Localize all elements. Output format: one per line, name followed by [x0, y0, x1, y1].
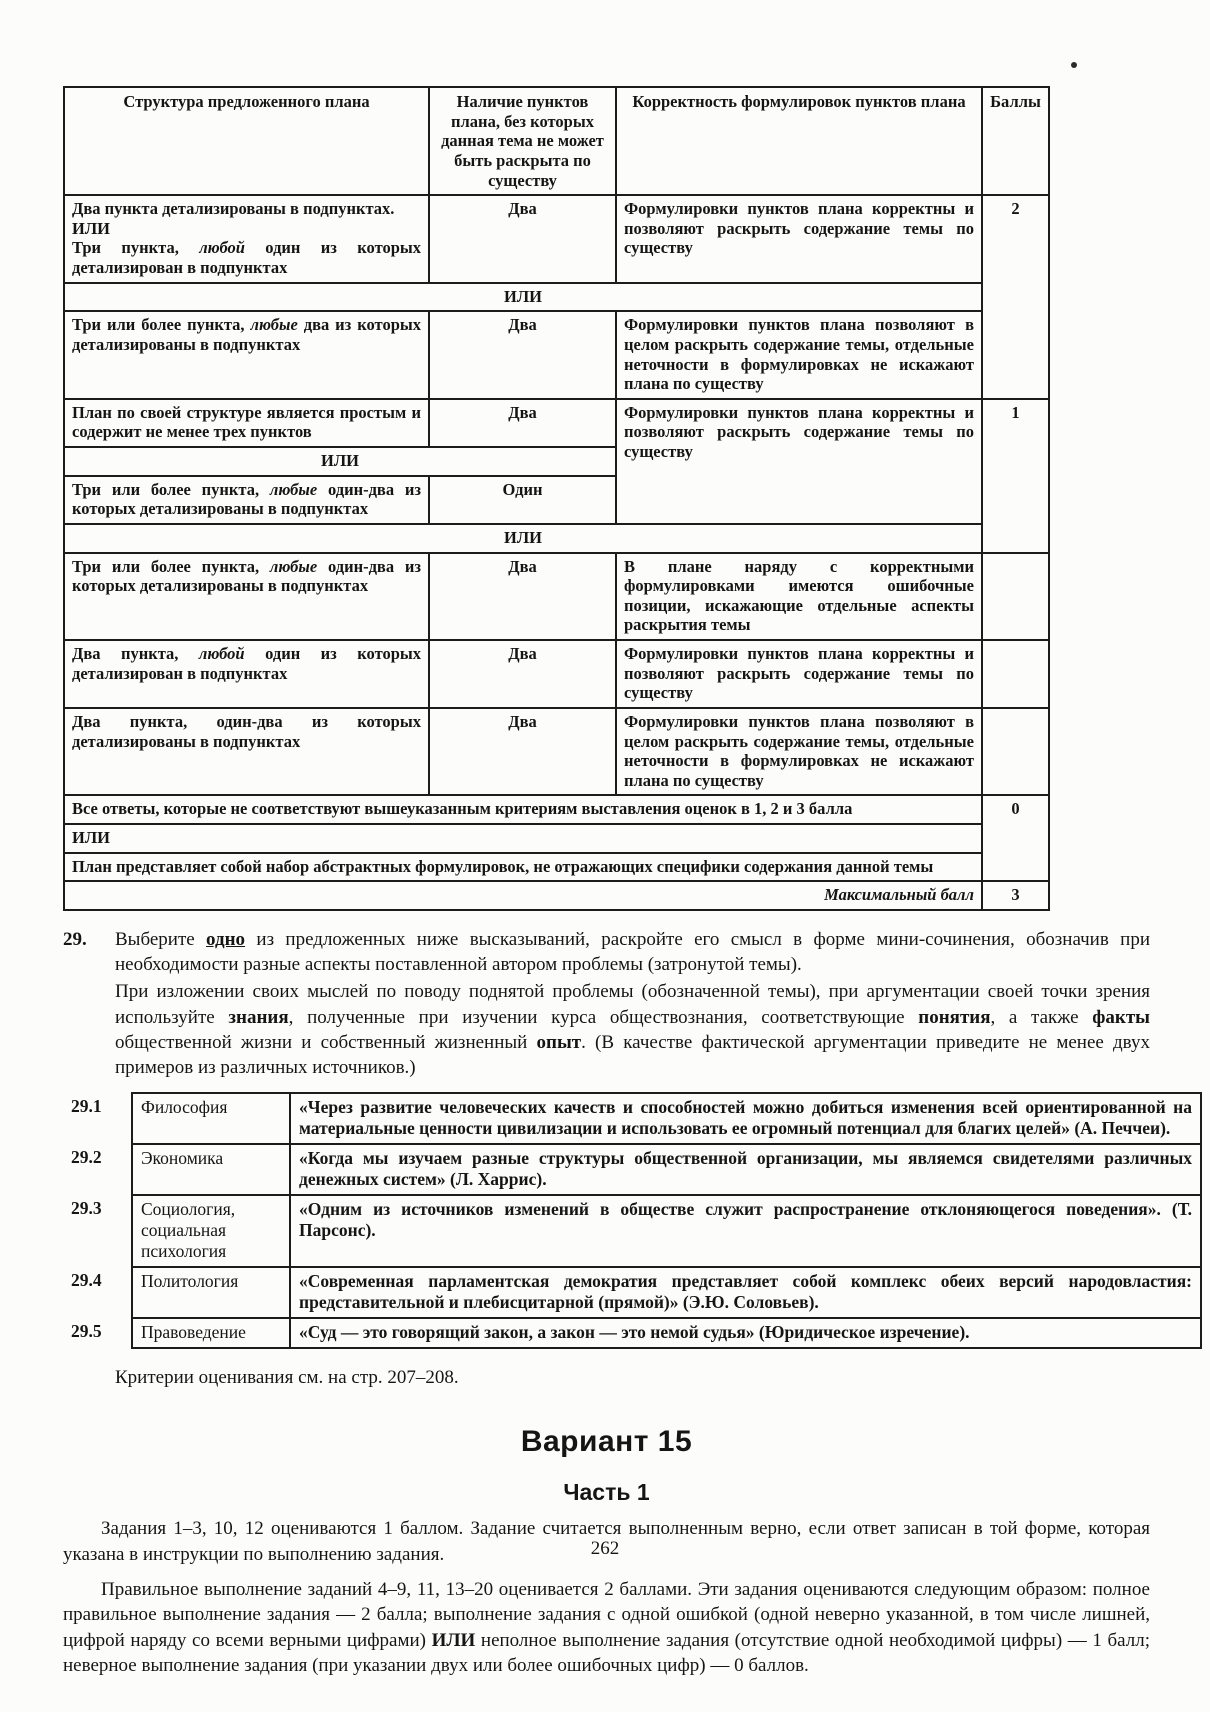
- col-header-structure: Структура предложенного плана: [64, 87, 429, 195]
- cell-score: 2: [982, 195, 1049, 399]
- cell-correctness: Формулировки пунктов плана корректны и позволяют раскрыть содержание темы по существу: [616, 195, 982, 283]
- cell-structure: [64, 640, 429, 708]
- criteria-row-2pts-a: [64, 195, 1049, 283]
- cell-structure-wide: Все ответы, которые не соответствуют вышеуказанным критериям выставления оценок в 1, 2 и 3 балла: [64, 795, 982, 824]
- criteria-or-row: [64, 824, 1049, 853]
- topic-quote: «Современная парламентская демократия представляет собой комплекс обеих версий народовластия: представительной и плебисцитарной (прямой)» (Э.Ю. Соловьев).: [290, 1267, 1201, 1318]
- instructions-paragraph-1: Задания 1–3, 10, 12 оцениваются 1 баллом. Задание считается выполненным верно, если ответ записан в той форме, которая указана в инструкции по выполнению задания.: [63, 1518, 1150, 1565]
- text-segment: два из которых детализированы в подпунктах: [72, 315, 422, 354]
- or-label: ИЛИ: [64, 447, 616, 476]
- cell-correctness: Формулировки пунктов плана позволяют в целом раскрыть содержание темы, отдельные неточности в формулировках не искажают плана по существу: [616, 708, 982, 796]
- topic-subject: Экономика: [132, 1144, 290, 1195]
- text-segment: При изложении своих мыслей по поводу поднятой проблемы (обозначенной темы), при аргументации своей точки зрения используйте: [115, 981, 1150, 1028]
- criteria-row-1pt-e: [64, 708, 1049, 796]
- topic-subject: Философия: [132, 1093, 290, 1144]
- cell-structure: [64, 311, 429, 399]
- cell-score-empty: [982, 708, 1049, 796]
- col-header-presence: Наличие пунктов плана, без которых данная тема не может быть раскрыта по существу: [429, 87, 616, 195]
- topic-subject: Правоведение: [132, 1318, 290, 1348]
- text-segment: общественной жизни и собственный жизненный: [115, 1031, 528, 1053]
- text-segment: . (В качестве фактической аргументации приведите не менее двух примеров из различных источников.): [115, 1031, 1151, 1079]
- cell-structure: План по своей структуре является простым и содержит не менее трех пунктов: [64, 399, 429, 447]
- criteria-row-1pt-d: [64, 640, 1049, 708]
- task-number: 29.: [63, 928, 87, 950]
- topic-row: [63, 1318, 1201, 1348]
- plan-criteria-table: [63, 86, 1050, 911]
- cell-score: 1: [982, 399, 1049, 553]
- topic-row: [63, 1144, 1201, 1195]
- text-segment-bold: ИЛИ: [431, 1629, 476, 1651]
- scan-artifact-dot: [1071, 62, 1077, 68]
- text-segment-italic: любые: [269, 556, 318, 576]
- criteria-max-row: [64, 881, 1049, 910]
- text-segment-bold: знания: [228, 1006, 289, 1028]
- text-segment: Три или более пункта,: [72, 315, 245, 335]
- text-segment: Три пункта,: [72, 238, 179, 258]
- text-segment-emphasis: одно: [206, 928, 246, 950]
- criteria-row-0pts-a: [64, 795, 1049, 824]
- or-label: ИЛИ: [64, 524, 982, 553]
- col-header-correctness: Корректность формулировок пунктов плана: [616, 87, 982, 195]
- page-content: [63, 86, 1192, 1678]
- text-segment: Три или более пункта,: [72, 479, 260, 499]
- topic-quote: «Через развитие человеческих качеств и способностей можно добиться изменения всей ориентированной на материальные ценности цивилизации и использовать ее огромный потенциал для благих целей» (А. Печчеи).: [290, 1093, 1201, 1144]
- cell-score-empty: [982, 553, 1049, 641]
- text-segment: один из которых детализирован в подпунктах: [72, 644, 422, 683]
- text-segment: один-два из которых детализированы в подпунктах: [72, 556, 422, 596]
- topic-row: [63, 1267, 1201, 1318]
- page-number: 262: [590, 1538, 620, 1559]
- text-segment: Два пункта детализированы в подпунктах.: [72, 199, 395, 219]
- criteria-or-row: [64, 524, 1049, 553]
- topic-number: 29.3: [71, 1198, 102, 1219]
- cell-score: 3: [982, 881, 1049, 910]
- cell-structure-wide: План представляет собой набор абстрактных формулировок, не отражающих специфики содержания данной темы: [64, 853, 982, 882]
- task-intro: [115, 927, 1150, 978]
- criteria-row-1pt-a: [64, 399, 1049, 447]
- criteria-header-row: [64, 87, 1049, 195]
- criteria-reference-note: Критерии оценивания см. на стр. 207–208.: [115, 1367, 459, 1389]
- text-segment-italic: любой: [199, 238, 245, 258]
- text-segment-italic: любые: [250, 315, 298, 335]
- topic-number: 29.1: [71, 1096, 102, 1117]
- cell-presence: Один: [429, 476, 616, 524]
- topic-number: 29.5: [71, 1321, 102, 1342]
- or-label: ИЛИ: [64, 283, 982, 312]
- text-segment-bold: понятия: [918, 1006, 991, 1028]
- topic-row: [63, 1093, 1201, 1144]
- text-segment: Три или более пункта,: [72, 556, 260, 576]
- instructions-paragraph-2: [63, 1577, 1150, 1678]
- text-segment: Два пункта,: [72, 644, 179, 663]
- cell-structure: [64, 195, 429, 283]
- cell-structure: Два пункта, один-два из которых детализированы в подпунктах: [64, 708, 429, 796]
- text-segment-italic: любые: [269, 479, 318, 499]
- cell-structure: [64, 476, 429, 524]
- cell-correctness: Формулировки пунктов плана позволяют в целом раскрыть содержание темы, отдельные неточности в формулировках не искажают плана по существу: [616, 311, 982, 399]
- criteria-row-2pts-b: [64, 311, 1049, 399]
- text-segment: неполное выполнение задания (отсутствие одной необходимой цифры) — 1 балл; неверное выполнение задания (при указании двух или более ошибочных цифр) — 0 баллов.: [63, 1629, 1150, 1676]
- cell-presence: Два: [429, 553, 616, 641]
- text-segment-bold: факты: [1092, 1006, 1151, 1028]
- text-segment: , а также: [990, 1006, 1079, 1028]
- cell-presence: Два: [429, 311, 616, 399]
- or-label: ИЛИ: [64, 824, 982, 853]
- text-segment: один из которых детализирован в подпунктах: [72, 238, 422, 277]
- cell-structure: [64, 553, 429, 641]
- task-29: [63, 927, 1150, 1081]
- cell-presence: Два: [429, 640, 616, 708]
- text-segment: один-два из которых детализированы в подпунктах: [72, 479, 422, 519]
- task-body: [115, 979, 1150, 1080]
- cell-presence: Два: [429, 708, 616, 796]
- topic-number: 29.4: [71, 1270, 102, 1291]
- or-label: ИЛИ: [72, 218, 110, 238]
- cell-presence: Два: [429, 399, 616, 447]
- criteria-row-0pts-b: [64, 853, 1049, 882]
- essay-topics-table: [63, 1092, 1202, 1349]
- cell-presence: Два: [429, 195, 616, 283]
- topic-row: [63, 1195, 1201, 1267]
- part-title: Часть 1: [563, 1479, 650, 1506]
- text-segment: Правильное выполнение заданий 4–9, 11, 13–20 оценивается 2 баллами. Эти задания оцениваются следующим образом: полное правильное выполнение задания — 2 балла; выполнение задания с одной ошибкой (одной неверно указанной, в том числе лишней, цифрой наряду со всеми верными цифрами): [63, 1579, 1150, 1651]
- text-segment-bold: опыт: [536, 1031, 582, 1053]
- text-segment-italic: любой: [198, 644, 245, 663]
- text-segment: из предложенных ниже высказываний, раскройте его смысл в форме мини-сочинения, обозначив при необходимости разные аспекты поставленной автором проблемы (затронутой темы).: [115, 928, 1150, 976]
- cell-correctness: В плане наряду с корректными формулировками имеются ошибочные позиции, искажающие отдельные аспекты раскрытия темы: [616, 553, 982, 641]
- topic-quote: «Суд — это говорящий закон, а закон — это немой судья» (Юридическое изречение).: [290, 1318, 1201, 1348]
- cell-score: 0: [982, 795, 1049, 881]
- topic-quote: «Когда мы изучаем разные структуры общественной организации, мы являемся свидетелями различных денежных систем» (Л. Харрис).: [290, 1144, 1201, 1195]
- cell-correctness: Формулировки пунктов плана корректны и позволяют раскрыть содержание темы по существу: [616, 640, 982, 708]
- cell-correctness: Формулировки пунктов плана корректны и позволяют раскрыть содержание темы по существу: [616, 399, 982, 524]
- text-segment: Выберите: [115, 928, 195, 950]
- variant-title: Вариант 15: [520, 1425, 693, 1459]
- max-score-label: Максимальный балл: [64, 881, 982, 910]
- text-segment: , полученные при изучении курса обществознания, соответствующие: [288, 1006, 905, 1028]
- col-header-score: Баллы: [982, 87, 1049, 195]
- criteria-or-row: [64, 283, 1049, 312]
- topic-subject: Социология, социальная психология: [132, 1195, 290, 1267]
- topic-number: 29.2: [71, 1147, 102, 1168]
- cell-score-empty: [982, 640, 1049, 708]
- topic-subject: Политология: [132, 1267, 290, 1318]
- criteria-row-1pt-c: [64, 553, 1049, 641]
- topic-quote: «Одним из источников изменений в обществе служит распространение отклоняющегося поведения». (Т. Парсонс).: [290, 1195, 1201, 1267]
